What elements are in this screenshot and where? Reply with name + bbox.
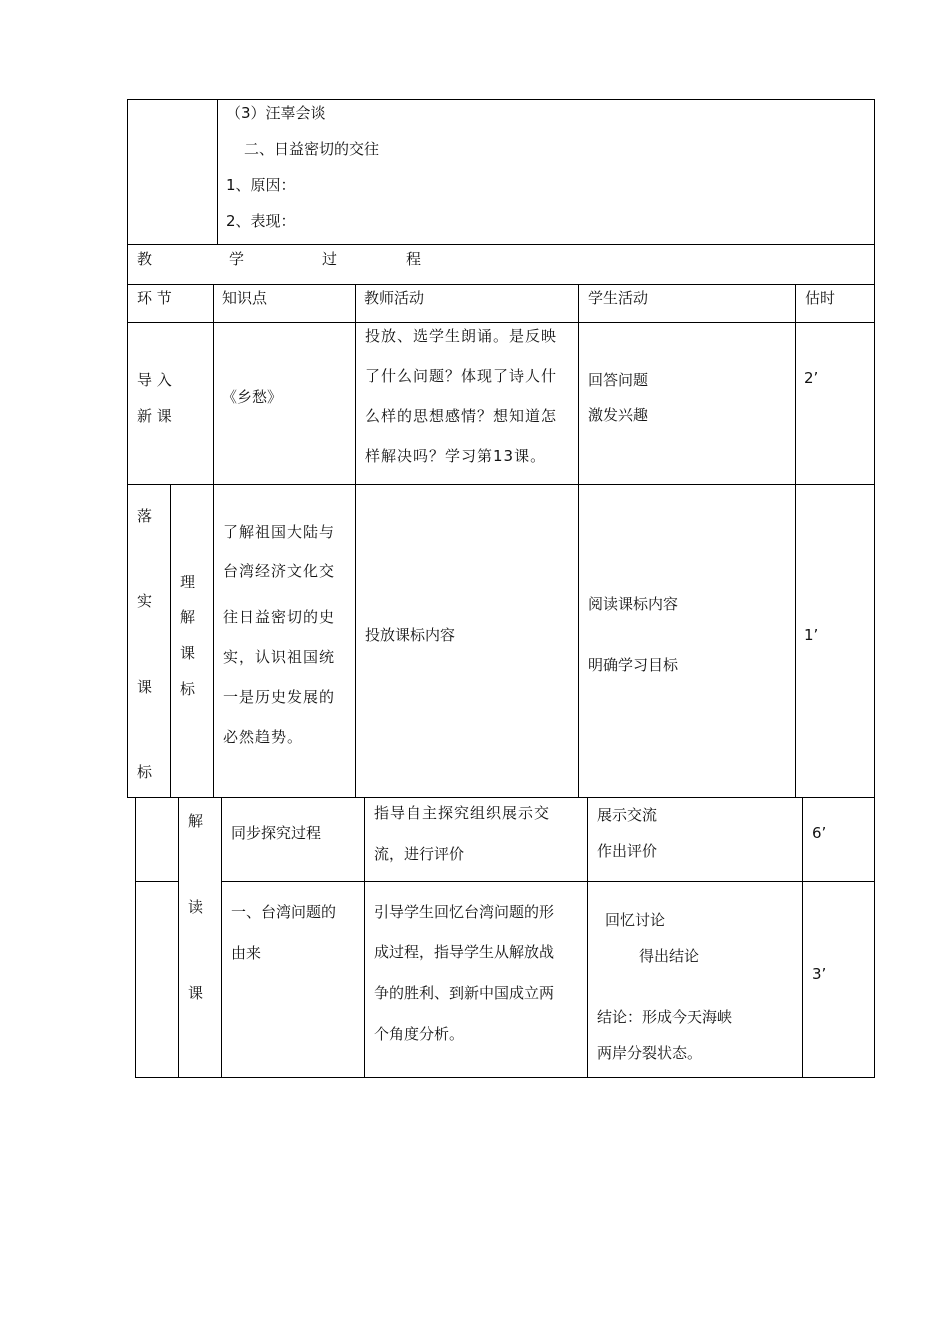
standard-knowledge-line-2: 台湾经济文化交 <box>223 562 336 580</box>
column-header-student: 学生活动 <box>588 289 649 307</box>
process-header-char-4: 程 <box>406 250 422 268</box>
explore-teacher-line-1: 指导自主探究组织展示交 <box>374 804 551 822</box>
taiwan-student-line-3: 结论：形成今天海峡 <box>597 1008 733 1026</box>
column-header-time: 估时 <box>805 289 836 307</box>
standard-knowledge-line-1: 了解祖国大陆与 <box>223 523 336 541</box>
standard-inner-char-1: 理 <box>180 573 196 591</box>
intro-teacher-line-3: 么样的思想感情？想知道怎 <box>365 407 558 425</box>
explore-student-line-1: 展示交流 <box>597 806 658 824</box>
standard-student-line-1: 阅读课标内容 <box>588 595 679 613</box>
intro-time: 2’ <box>804 369 819 387</box>
standard-inner-char-4: 标 <box>180 680 196 698</box>
standard-knowledge-line-3: 往日益密切的史 <box>223 608 336 626</box>
taiwan-knowledge-line-1: 一、台湾问题的 <box>231 903 337 921</box>
standard-time: 1’ <box>804 626 819 644</box>
process-header-char-3: 过 <box>322 250 338 268</box>
standard-outer-char-4: 标 <box>137 763 153 781</box>
process-header-char-2: 学 <box>229 250 245 268</box>
intro-teacher-line-1: 投放、选学生朗诵。是反映 <box>365 327 558 345</box>
standard-student-line-2: 明确学习目标 <box>588 656 679 674</box>
section-line-performance: 2、表现： <box>226 212 296 230</box>
column-header-stage: 环 节 <box>137 289 172 307</box>
intro-stage-line-2: 新 课 <box>137 407 172 425</box>
taiwan-teacher-line-4: 个角度分析。 <box>374 1025 465 1043</box>
taiwan-teacher-line-1: 引导学生回忆台湾问题的形 <box>374 903 555 921</box>
standard-inner-char-2: 解 <box>180 608 196 626</box>
intro-student-line-1: 回答问题 <box>588 371 649 389</box>
standard-inner-char-3: 课 <box>180 644 196 662</box>
process-header-char-1: 教 <box>137 250 153 268</box>
column-header-knowledge: 知识点 <box>222 289 268 307</box>
taiwan-teacher-line-3: 争的胜利、到新中国成立两 <box>374 984 555 1002</box>
intro-teacher-line-4: 样解决吗？学习第13课。 <box>365 447 547 465</box>
explore-knowledge: 同步探究过程 <box>231 824 322 842</box>
intro-knowledge: 《乡愁》 <box>222 388 283 406</box>
standard-knowledge-line-4: 实，认识祖国统 <box>223 648 336 666</box>
column-header-teacher: 教师活动 <box>364 289 425 307</box>
taiwan-knowledge-line-2: 由来 <box>231 944 262 962</box>
standard-outer-char-1: 落 <box>137 507 153 525</box>
intro-teacher-line-2: 了什么问题？体现了诗人什 <box>365 367 558 385</box>
interpret-side-char-1: 解 <box>188 812 204 830</box>
section-line-reasons: 1、原因： <box>226 176 296 194</box>
standard-teacher: 投放课标内容 <box>365 626 456 644</box>
explore-time: 6’ <box>812 824 827 842</box>
taiwan-student-line-2: 得出结论 <box>639 947 700 965</box>
intro-student-line-2: 激发兴趣 <box>588 406 649 424</box>
standard-outer-char-2: 实 <box>137 592 153 610</box>
standard-knowledge-line-5: 一是历史发展的 <box>223 688 336 706</box>
interpret-side-char-3: 课 <box>188 984 204 1002</box>
standard-knowledge-line-6: 必然趋势。 <box>223 728 304 746</box>
standard-outer-char-3: 课 <box>137 678 153 696</box>
section-heading-exchanges: 二、日益密切的交往 <box>244 140 380 158</box>
taiwan-teacher-line-2: 成过程，指导学生从解放战 <box>374 943 555 961</box>
taiwan-time: 3’ <box>812 965 827 983</box>
section-line-talks: （3）汪辜会谈 <box>226 104 326 122</box>
explore-teacher-line-2: 流，进行评价 <box>374 845 465 863</box>
interpret-side-char-2: 读 <box>188 898 204 916</box>
taiwan-student-line-1: 回忆讨论 <box>605 911 666 929</box>
intro-stage-line-1: 导 入 <box>137 371 172 389</box>
taiwan-student-line-4: 两岸分裂状态。 <box>597 1044 703 1062</box>
explore-student-line-2: 作出评价 <box>597 842 658 860</box>
